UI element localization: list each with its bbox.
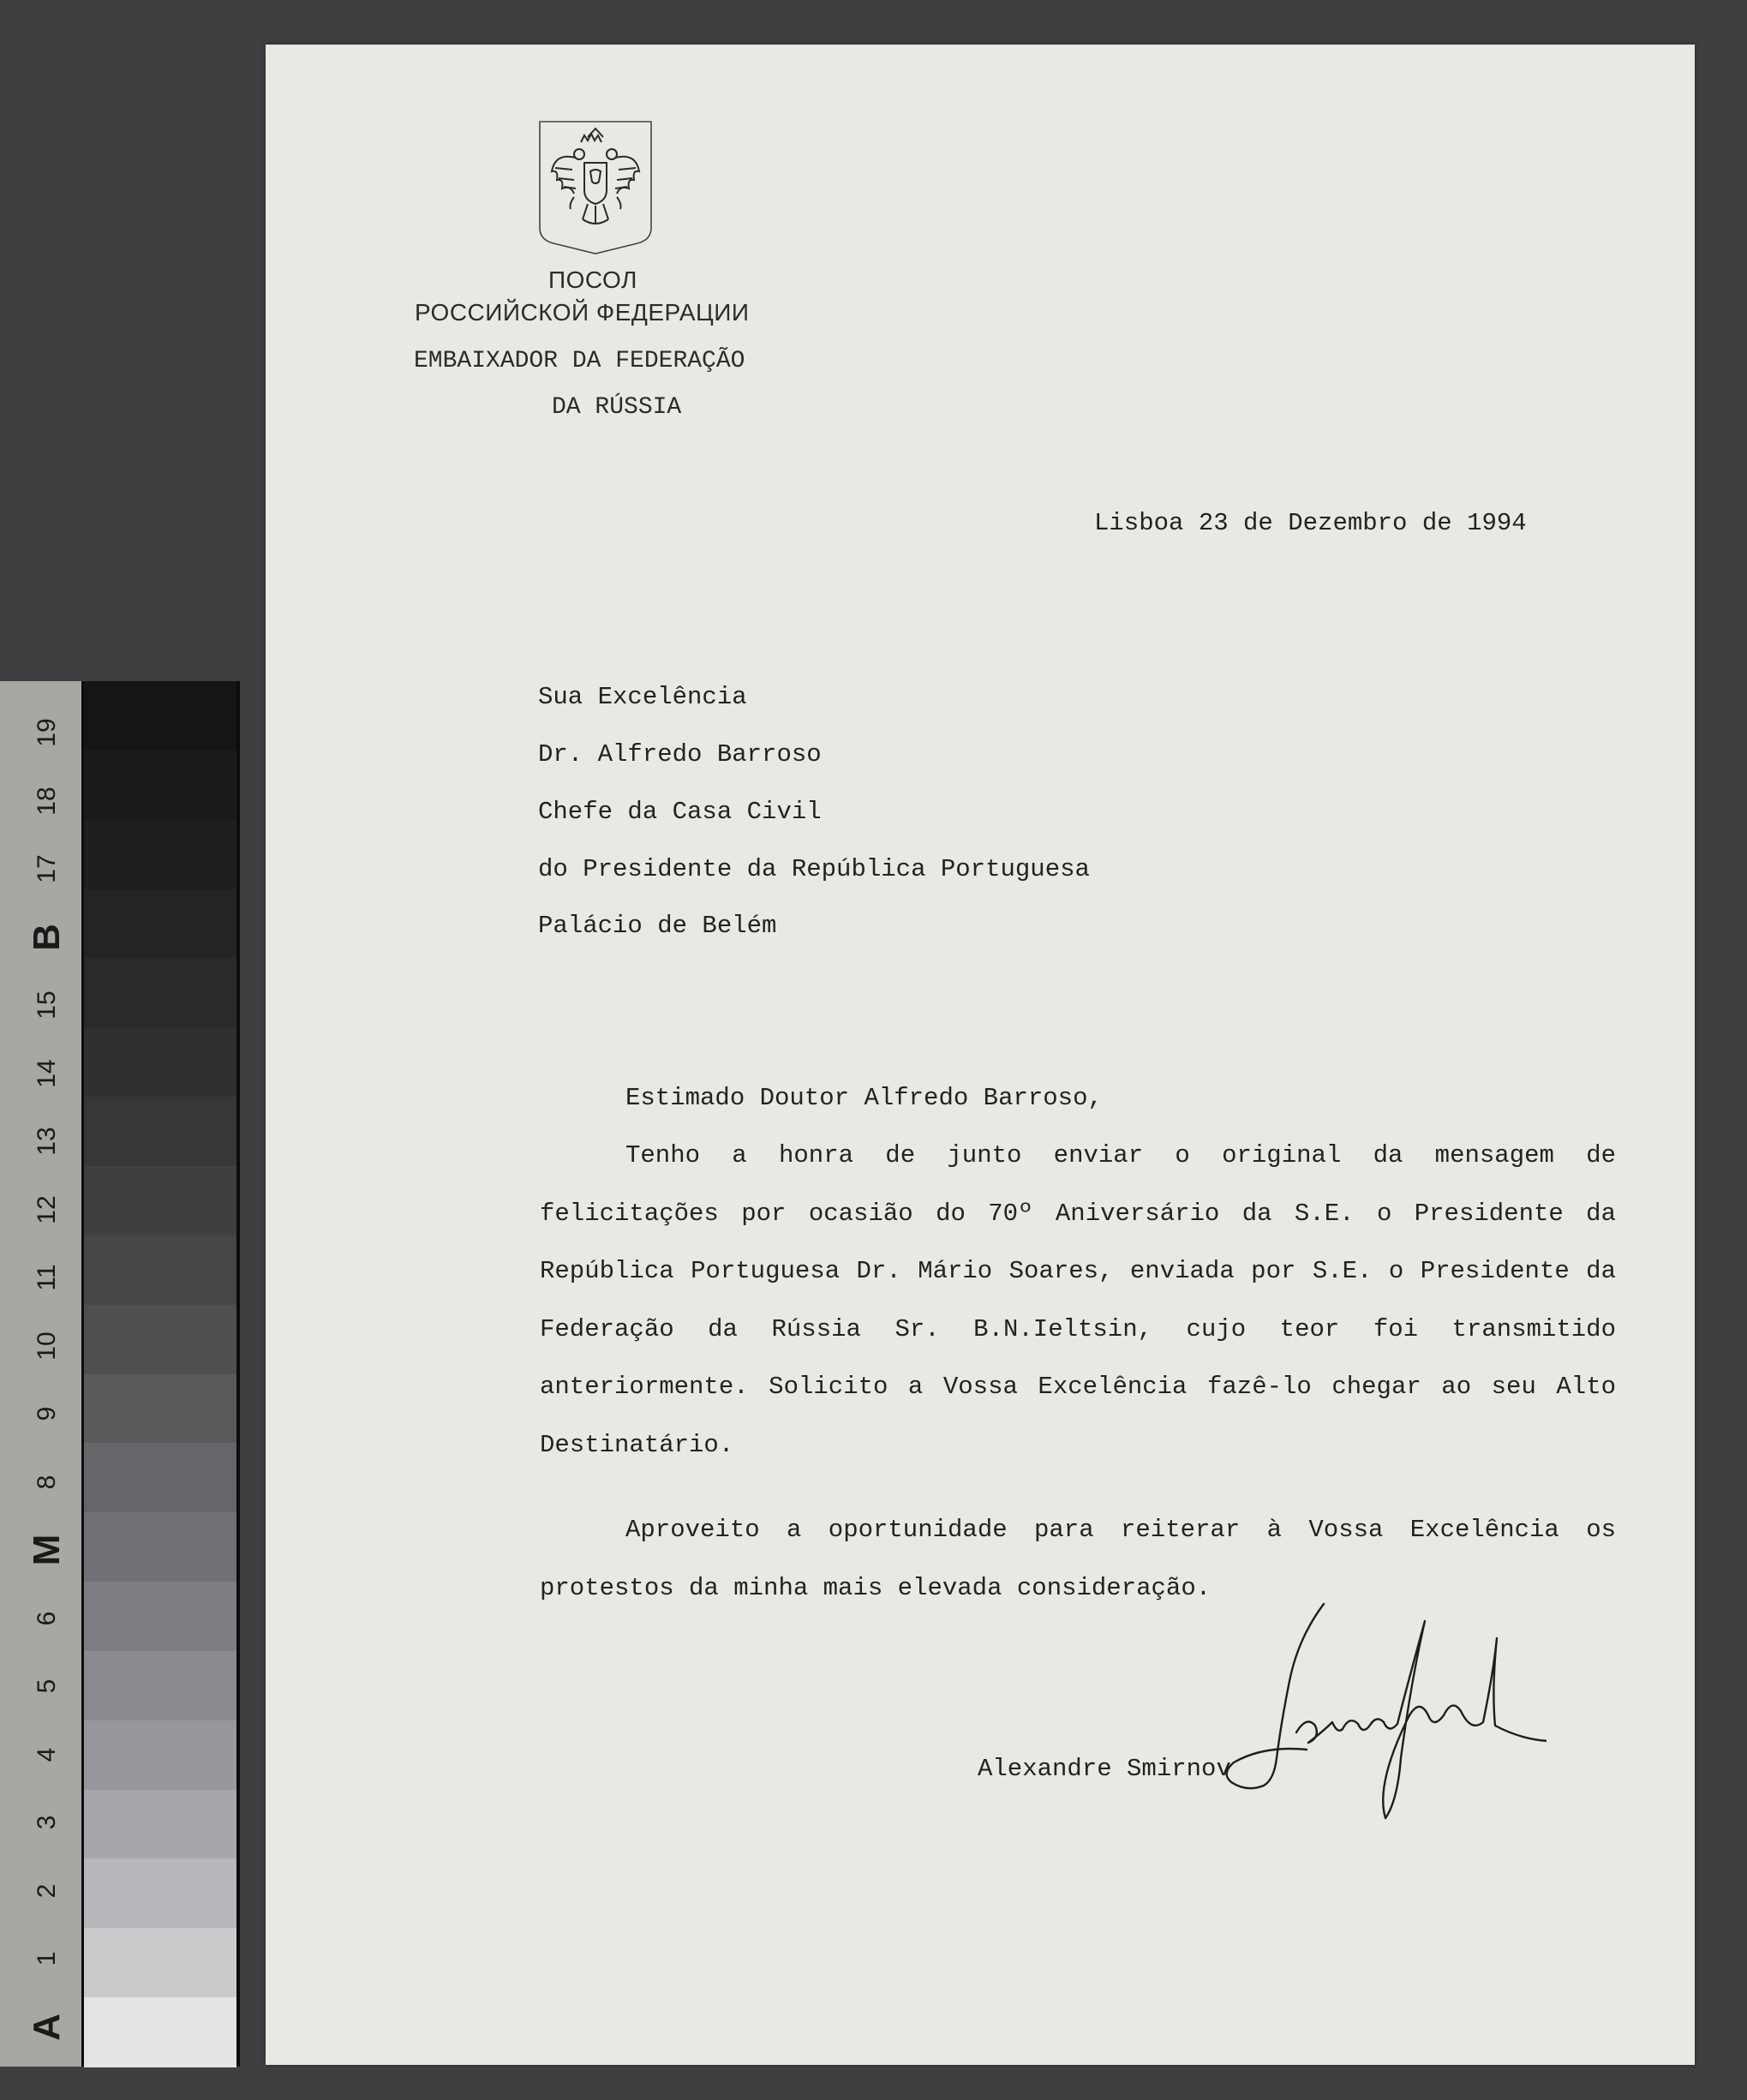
addressee-line: Dr. Alfredo Barroso [538, 740, 822, 769]
grey-patch [84, 889, 236, 960]
letter-sheet [266, 45, 1695, 2065]
handwritten-signature [1195, 1587, 1547, 1844]
scale-mark: 3 [33, 1815, 61, 1830]
letterhead-ru-title: ПОСОЛ [548, 266, 637, 293]
letterhead-pt-title: EMBAIXADOR DA FEDERAÇÃO [414, 348, 745, 374]
addressee-line: do Presidente da República Portuguesa [538, 855, 1090, 883]
grey-patch [84, 1443, 236, 1513]
salutation: Estimado Doutor Alfredo Barroso, [625, 1084, 1103, 1112]
addressee-line: Sua Excelência [538, 683, 747, 711]
grey-patch [84, 1097, 236, 1167]
grey-patch [84, 1235, 236, 1306]
scale-mark: 15 [33, 990, 61, 1020]
scale-mark: 12 [33, 1194, 61, 1224]
grey-patch [84, 681, 236, 751]
scale-mark: A [26, 2013, 68, 2041]
body-paragraph: Tenho a honra de junto enviar o original da mensagem de felicitações por ocasião do 70º Aniversário da S.E. o Presidente da República Portuguesa Dr. Mário Soares, enviada por S.E. o Presidente da Federação da Rússia Sr. B.N.Ieltsin, cujo teor foi transmitido anteriormente. Solicito a Vossa Excelência fazê-lo chegar ao seu Alto Destinatário. [540, 1141, 1616, 1459]
signer-name: Alexandre Smirnov [978, 1755, 1231, 1783]
grey-patch [84, 1928, 236, 1998]
scale-mark: M [26, 1534, 68, 1566]
grey-patches [84, 681, 236, 2067]
scale-mark: 18 [33, 786, 61, 816]
scale-mark: 19 [33, 718, 61, 747]
grey-patch [84, 1027, 236, 1098]
addressee-line: Chefe da Casa Civil [538, 798, 822, 826]
scale-mark: 11 [33, 1264, 61, 1291]
letter-date: Lisboa 23 de Dezembro de 1994 [1094, 509, 1527, 537]
scale-mark: 4 [33, 1747, 61, 1762]
grey-patch [84, 1858, 236, 1929]
scale-ruler [0, 681, 81, 2067]
grey-patch [84, 1582, 236, 1652]
grey-patch [84, 1651, 236, 1721]
body-paragraph: Aproveito a oportunidade para reiterar à Vossa Excelência os protestos da minha mais elevada consideração. [540, 1516, 1616, 1602]
grey-patch [84, 1512, 236, 1582]
grey-scale-strip [0, 681, 240, 2067]
scale-mark: 13 [33, 1127, 61, 1156]
scale-mark: 9 [33, 1406, 61, 1421]
grey-patch [84, 1720, 236, 1791]
addressee-line: Palácio de Belém [538, 912, 777, 940]
scale-mark: B [26, 923, 68, 951]
scale-mark: 8 [33, 1475, 61, 1489]
grey-patch [84, 1166, 236, 1236]
grey-patch [84, 1374, 236, 1445]
scale-mark: 10 [33, 1331, 61, 1361]
scale-mark: 2 [33, 1883, 61, 1898]
grey-patch [84, 820, 236, 890]
grey-patch [84, 1997, 236, 2067]
scale-mark: 5 [33, 1678, 61, 1694]
letterhead-ru-subtitle: РОССИЙСКОЙ ФЕДЕРАЦИИ [415, 299, 750, 326]
scale-mark: 17 [33, 854, 61, 883]
grey-patch [84, 1790, 236, 1860]
double-headed-eagle-icon [536, 118, 655, 255]
scale-mark: 1 [33, 1951, 61, 1966]
grey-patch [84, 1305, 236, 1375]
letterhead-pt-subtitle: DA RÚSSIA [552, 394, 682, 421]
grey-patch [84, 751, 236, 821]
scale-mark: 6 [33, 1611, 61, 1625]
grey-patch [84, 958, 236, 1028]
scale-mark: 14 [33, 1058, 61, 1088]
